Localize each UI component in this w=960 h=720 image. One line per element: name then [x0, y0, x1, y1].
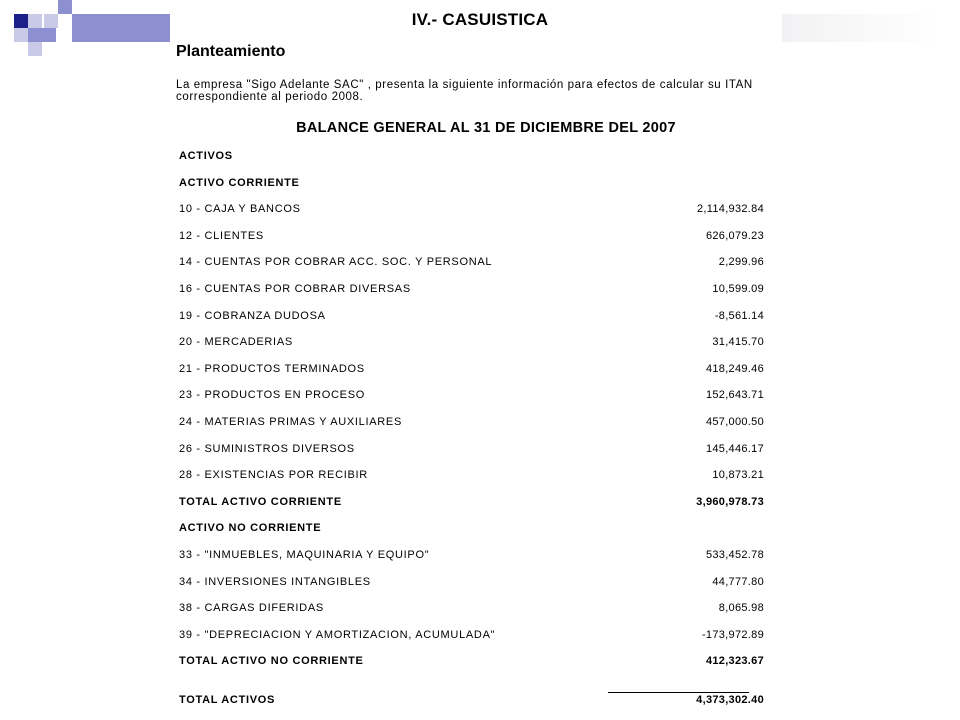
row-label: TOTAL ACTIVO CORRIENTE: [179, 495, 342, 508]
table-row: [179, 442, 764, 469]
total-row: [179, 495, 764, 522]
row-label: 23 - PRODUCTOS EN PROCESO: [179, 389, 365, 402]
section-heading-row: [179, 176, 764, 203]
table-row: [179, 335, 764, 362]
row-amount: 2,114,932.84: [696, 203, 764, 216]
square-mid: [28, 28, 42, 42]
square-light: [14, 28, 28, 42]
total-row: [179, 681, 764, 720]
row-label: ACTIVO CORRIENTE: [179, 176, 300, 189]
row-label: 16 - CUENTAS POR COBRAR DIVERSAS: [179, 282, 411, 295]
row-label: 39 - "DEPRECIACION Y AMORTIZACION, ACUMULADA": [179, 628, 496, 641]
row-label: 28 - EXISTENCIAS POR RECIBIR: [179, 469, 368, 482]
slide-title: IV.- CASUISTICA: [411, 10, 549, 29]
section-heading-row: [179, 521, 764, 548]
sum-underline: [608, 692, 749, 693]
balance-table: [179, 149, 764, 720]
intro-paragraph: La empresa "Sigo Adelante SAC" , presenta la siguiente información para efectos de calcular su ITAN correspondiente al periodo 2008.: [176, 79, 753, 103]
row-label: TOTAL ACTIVOS: [179, 693, 276, 706]
row-amount: 457,000.50: [705, 415, 764, 428]
table-row: [179, 229, 764, 256]
table-row: [179, 468, 764, 495]
section-subtitle: Planteamiento: [176, 43, 286, 60]
total-row: [179, 654, 764, 681]
table-row: [179, 575, 764, 602]
row-amount: 10,873.21: [712, 469, 764, 482]
row-label: 34 - INVERSIONES INTANGIBLES: [179, 575, 371, 588]
table-row: [179, 601, 764, 628]
row-label: 26 - SUMINISTROS DIVERSOS: [179, 442, 355, 455]
table-row: [179, 628, 764, 655]
row-amount: 412,323.67: [705, 655, 764, 668]
row-label: 33 - "INMUEBLES, MAQUINARIA Y EQUIPO": [179, 548, 430, 561]
row-label: 38 - CARGAS DIFERIDAS: [179, 602, 324, 615]
square-mid: [42, 28, 56, 42]
row-amount: 4,373,302.40: [696, 693, 764, 706]
row-label: ACTIVOS: [179, 150, 233, 162]
table-row: [179, 282, 764, 309]
table-row: [179, 415, 764, 442]
balance-title: BALANCE GENERAL AL 31 DE DICIEMBRE DEL 2007: [296, 120, 676, 136]
row-amount: -8,561.14: [714, 309, 764, 322]
row-amount: 533,452.78: [705, 548, 764, 561]
row-amount: 626,079.23: [705, 229, 764, 242]
table-row: [179, 202, 764, 229]
row-label: 14 - CUENTAS POR COBRAR ACC. SOC. Y PERSONAL: [179, 256, 493, 269]
row-label: 24 - MATERIAS PRIMAS Y AUXILIARES: [179, 415, 403, 428]
row-amount: 152,643.71: [705, 389, 764, 402]
row-amount: 145,446.17: [705, 442, 764, 455]
row-amount: 418,249.46: [705, 362, 764, 375]
row-label: TOTAL ACTIVO NO CORRIENTE: [179, 655, 364, 668]
row-label: 10 - CAJA Y BANCOS: [179, 203, 301, 216]
section-heading-row: [179, 149, 764, 176]
row-label: 20 - MERCADERIAS: [179, 336, 293, 349]
row-amount: 3,960,978.73: [696, 495, 764, 508]
row-amount: 2,299.96: [718, 256, 764, 269]
table-row: [179, 255, 764, 282]
row-label: 12 - CLIENTES: [179, 229, 264, 242]
row-amount: 44,777.80: [712, 575, 764, 588]
row-label: 19 - COBRANZA DUDOSA: [179, 309, 326, 322]
row-amount: 10,599.09: [712, 282, 764, 295]
row-label: ACTIVO NO CORRIENTE: [179, 522, 322, 535]
square-light: [28, 42, 42, 56]
row-amount: 8,065.98: [718, 602, 764, 615]
table-row: [179, 548, 764, 575]
table-row: [179, 309, 764, 336]
row-amount: 31,415.70: [712, 336, 764, 349]
row-amount: -173,972.89: [701, 628, 764, 641]
row-label: 21 - PRODUCTOS TERMINADOS: [179, 362, 365, 375]
table-row: [179, 362, 764, 389]
table-row: [179, 388, 764, 415]
